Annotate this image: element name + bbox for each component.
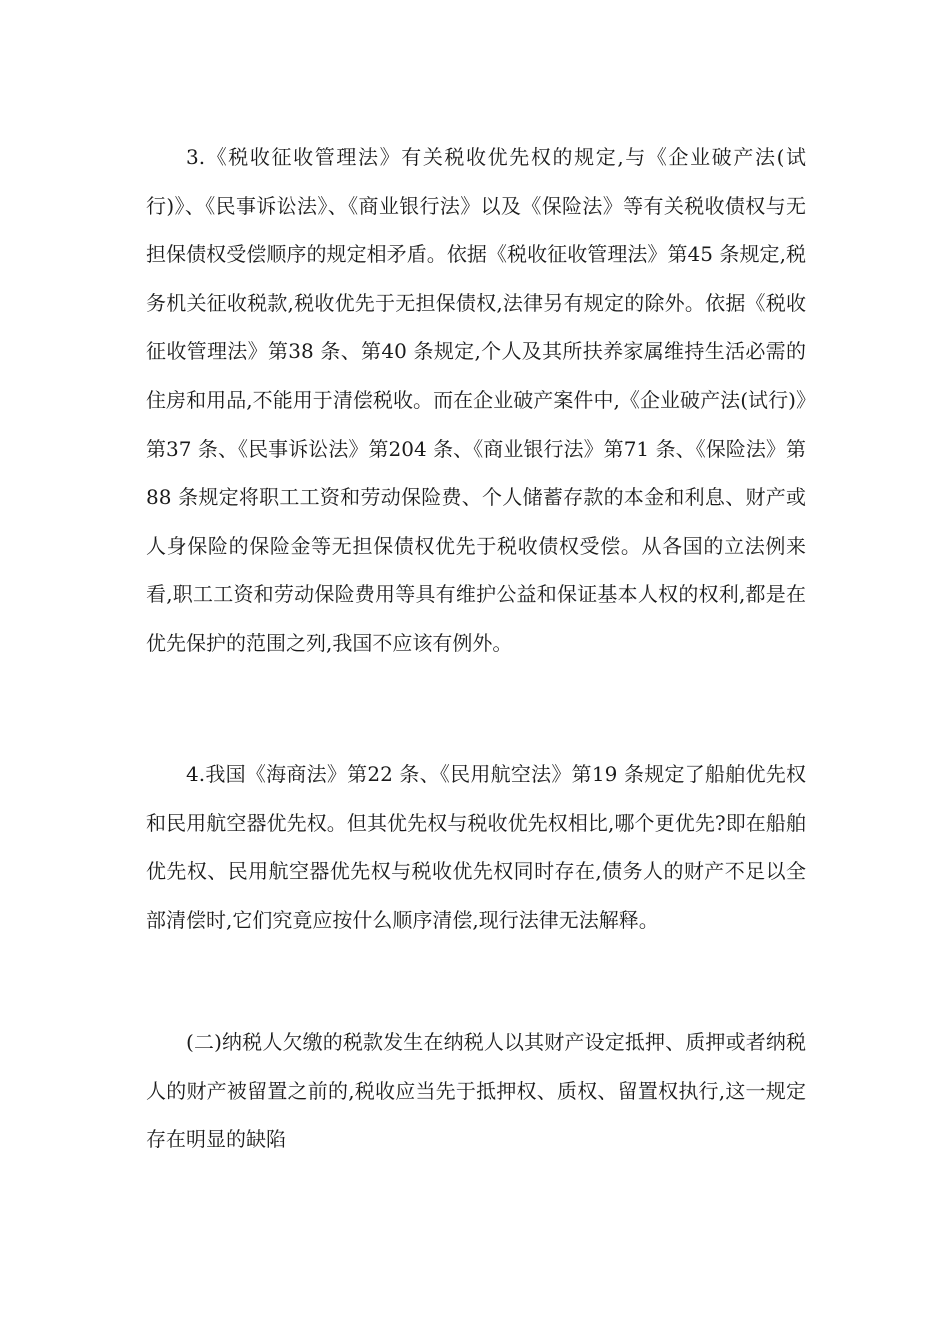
paragraph-item-3: 3.《税收征收管理法》有关税收优先权的规定,与《企业破产法(试行)》、《民事诉讼法》、《商业银行法》以及《保险法》等有关税收债权与无担保债权受偿顺序的规定相矛盾。依据《税收征收管理法》第45 条规定,税务机关征收税款,税收优先于无担保债权,法律另有规定的除外。依据《税收征收管理法》第38 条、第40 条规定,个人及其所扶养家属维持生活必需的住房和用品,不能用于清偿税收。而在企业破产案件中,《企业破产法(试行)》第37 条、《民事诉讼法》第204 条、《商业银行法》第71 条、《保险法》第88 条规定将职工工资和劳动保险费、个人储蓄存款的本金和利息、财产或人身保险的保险金等无担保债权优先于税收债权受偿。从各国的立法例来看,职工工资和劳动保险费用等具有维护公益和保证基本人权的权利,都是在优先保护的范围之列,我国不应该有例外。 bbox=[146, 145, 806, 655]
paragraph-section-2: (二)纳税人欠缴的税款发生在纳税人以其财产设定抵押、质押或者纳税人的财产被留置之前的,税收应当先于抵押权、质权、留置权执行,这一规定存在明显的缺陷 bbox=[146, 1030, 806, 1152]
paragraph-item-4: 4.我国《海商法》第22 条、《民用航空法》第19 条规定了船舶优先权和民用航空器优先权。但其优先权与税收优先权相比,哪个更优先?即在船舶优先权、民用航空器优先权与税收优先权同时存在,债务人的财产不足以全部清偿时,它们究竟应按什么顺序清偿,现行法律无法解释。 bbox=[146, 762, 806, 932]
